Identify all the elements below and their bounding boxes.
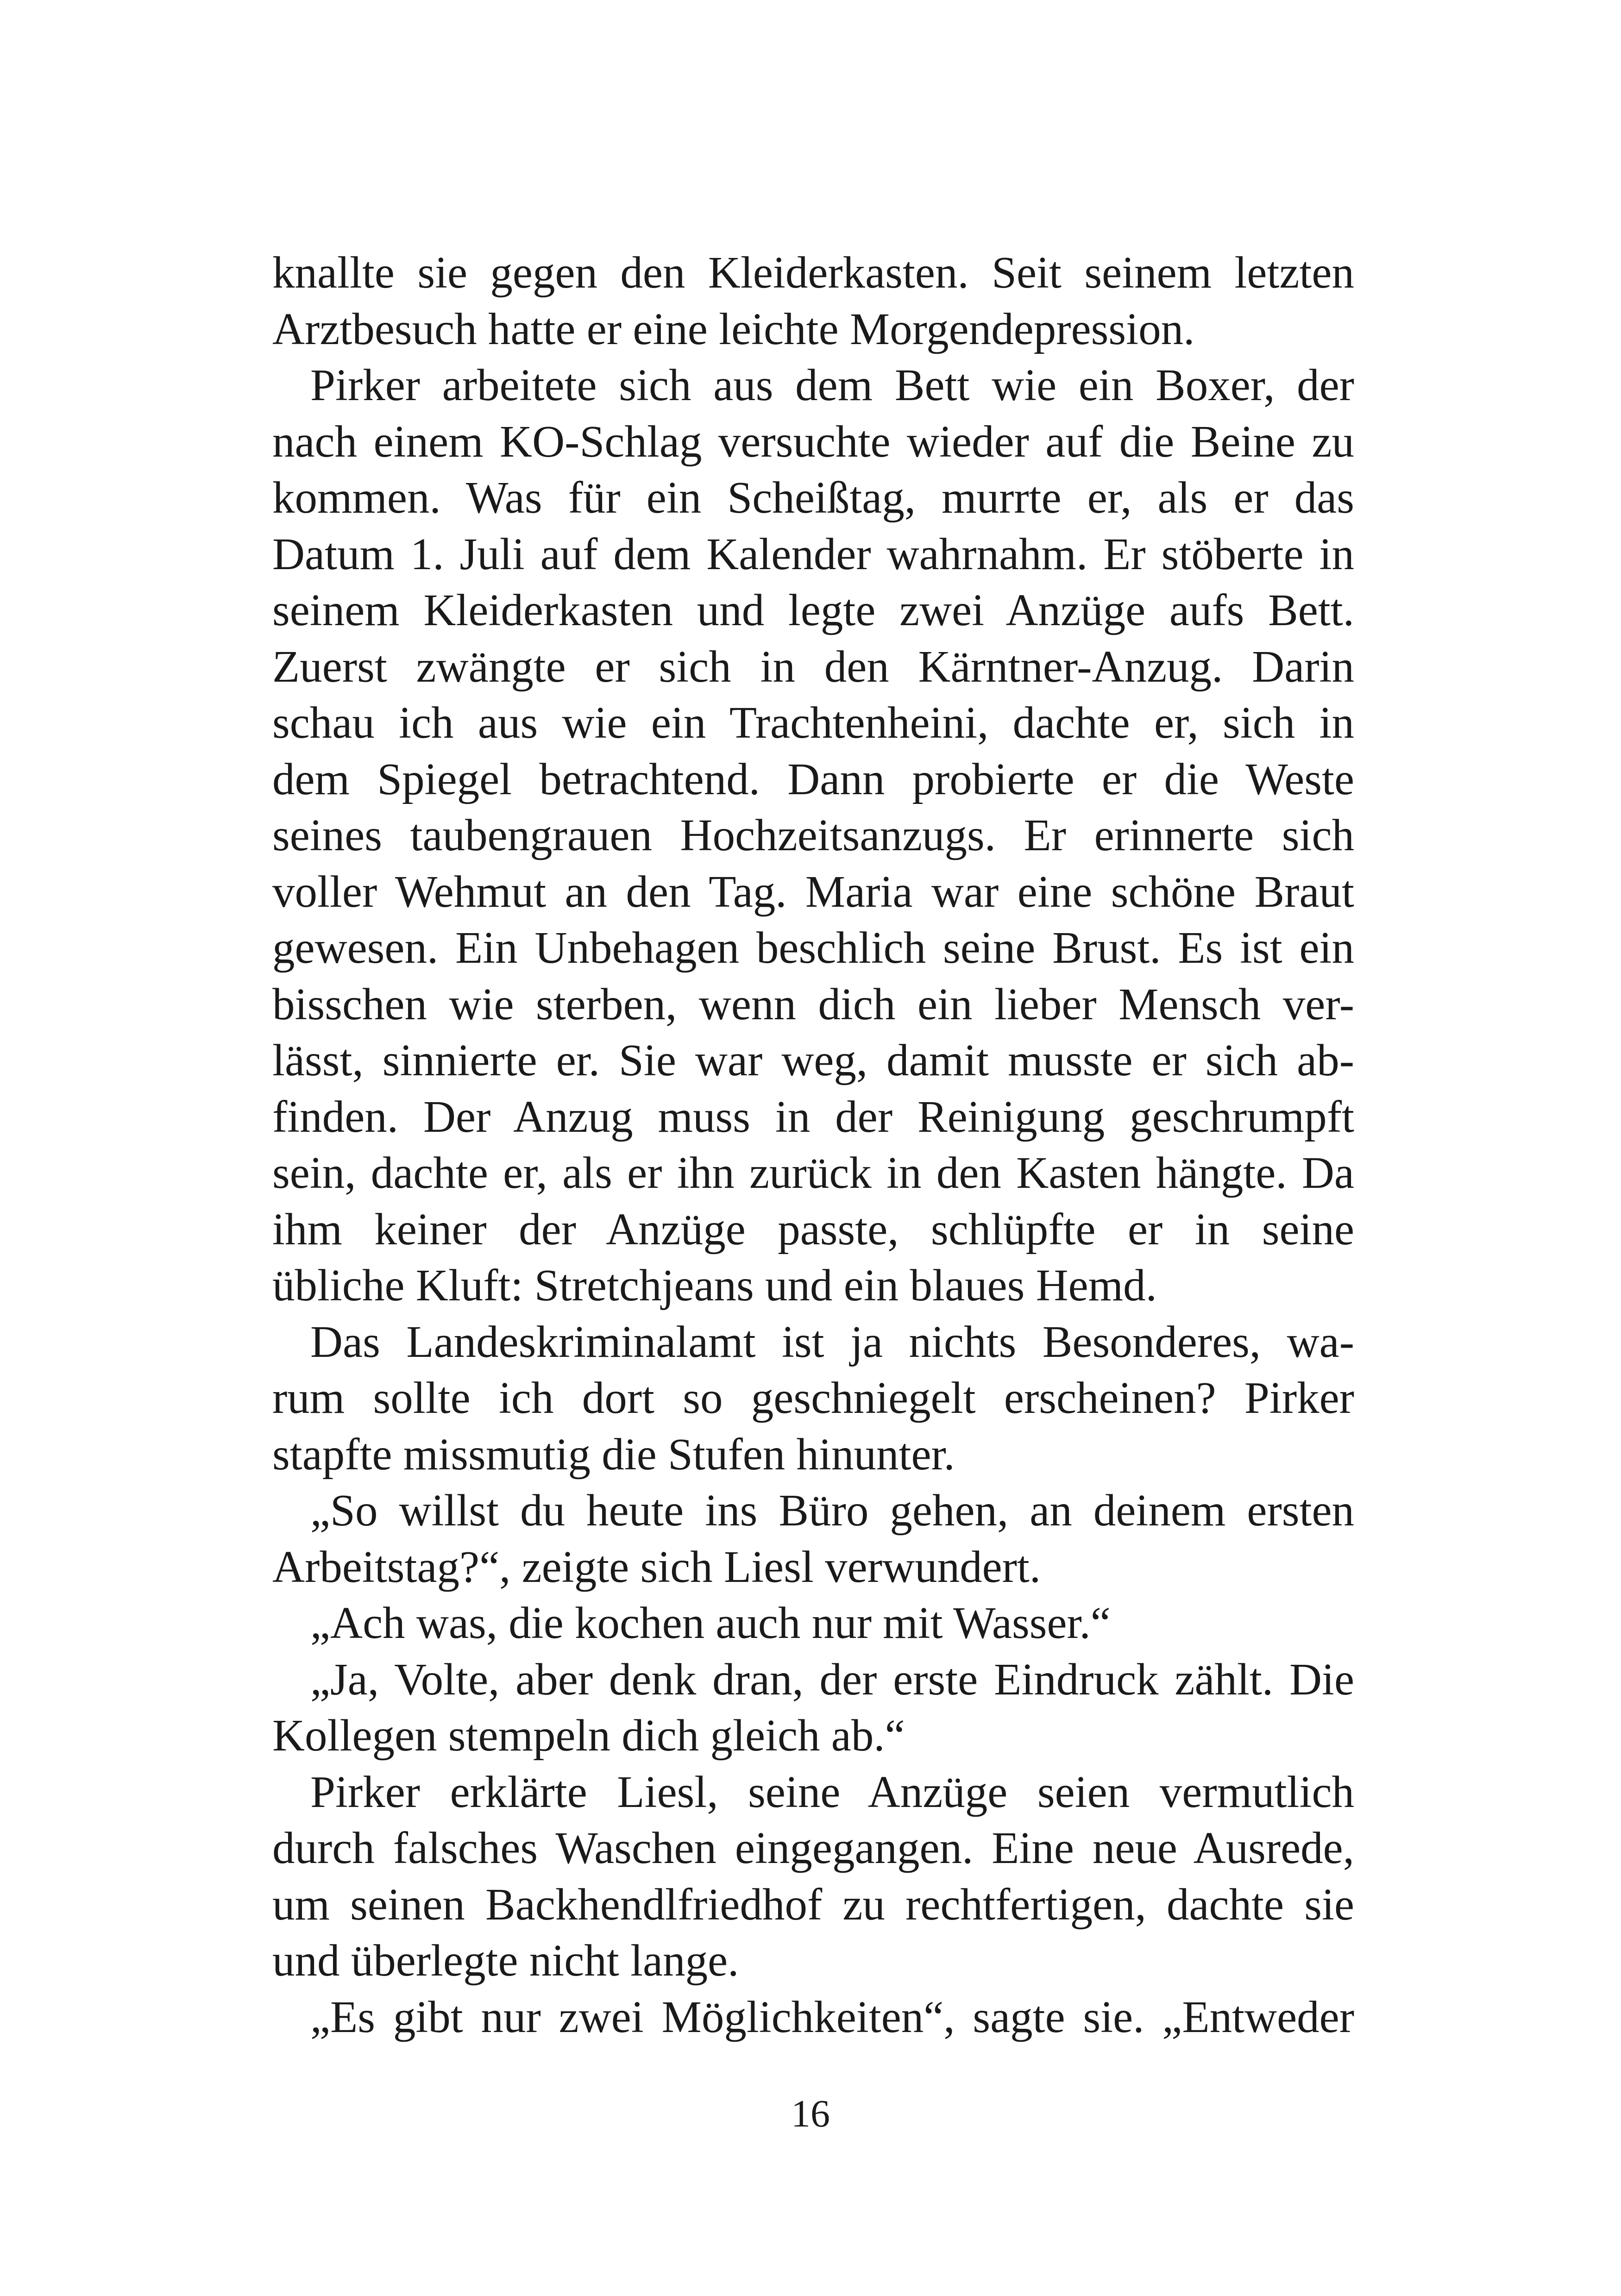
text-line: knallte sie gegen den Kleiderkasten. Seit seinem letzten (272, 248, 1354, 297)
page-number: 16 (791, 2092, 830, 2135)
text-line: bisschen wie sterben, wenn dich ein lieber Mensch ver- (272, 979, 1354, 1029)
text-line: und überlegte nicht lange. (272, 1936, 739, 1985)
text-line: stapfte missmutig die Stufen hinunter. (272, 1429, 955, 1479)
text-line: seinem Kleiderkasten und legte zwei Anzüge aufs Bett. (272, 585, 1354, 635)
text-line: „Ach was, die kochen auch nur mit Wasser.“ (310, 1598, 1111, 1648)
text-line: „Es gibt nur zwei Möglichkeiten“, sagte sie. „Entweder (310, 1992, 1354, 2042)
text-line: Arbeitstag?“, zeigte sich Liesl verwundert. (272, 1542, 1041, 1592)
text-line: übliche Kluft: Stretchjeans und ein blaues Hemd. (272, 1261, 1157, 1310)
text-line: lässt, sinnierte er. Sie war weg, damit musste er sich ab- (272, 1035, 1354, 1085)
text-line: Pirker arbeitete sich aus dem Bett wie ein Boxer, der (310, 360, 1354, 410)
body-text (272, 245, 1354, 2045)
text-line: um seinen Backhendlfriedhof zu rechtfertigen, dachte sie (272, 1879, 1354, 1929)
text-line: voller Wehmut an den Tag. Maria war eine schöne Braut (272, 866, 1354, 916)
text-line: ihm keiner der Anzüge passte, schlüpfte er in seine (272, 1204, 1354, 1254)
text-line: kommen. Was für ein Scheißtag, murrte er, als er das (272, 473, 1354, 522)
text-line: schau ich aus wie ein Trachtenheini, dachte er, sich in (272, 698, 1354, 747)
text-line: nach einem KO-Schlag versuchte wieder auf die Beine zu (272, 416, 1354, 466)
text-line: Datum 1. Juli auf dem Kalender wahrnahm. Er stöberte in (272, 529, 1354, 579)
text-line: Arztbesuch hatte er eine leichte Morgendepression. (272, 304, 1195, 354)
text-line: gewesen. Ein Unbehagen beschlich seine Brust. Es ist ein (272, 923, 1354, 972)
text-line: „So willst du heute ins Büro gehen, an deinem ersten (310, 1486, 1354, 1535)
text-line: „Ja, Volte, aber denk dran, der erste Eindruck zählt. Die (310, 1654, 1354, 1704)
text-line: Das Landeskriminalamt ist ja nichts Besonderes, wa- (310, 1317, 1354, 1367)
text-line: durch falsches Waschen eingegangen. Eine neue Ausrede, (272, 1823, 1354, 1873)
text-line: Pirker erklärte Liesl, seine Anzüge seien vermutlich (310, 1767, 1354, 1817)
text-line: finden. Der Anzug muss in der Reinigung geschrumpft (272, 1092, 1354, 1142)
text-line: sein, dachte er, als er ihn zurück in den Kasten hängte. Da (272, 1148, 1354, 1198)
text-line: rum sollte ich dort so geschniegelt erscheinen? Pirker (272, 1373, 1354, 1423)
text-line: Kollegen stempeln dich gleich ab.“ (272, 1711, 905, 1760)
text-line: dem Spiegel betrachtend. Dann probierte er die Weste (272, 754, 1354, 804)
text-line: seines taubengrauen Hochzeitsanzugs. Er erinnerte sich (272, 810, 1354, 860)
text-line: Zuerst zwängte er sich in den Kärntner-Anzug. Darin (272, 641, 1354, 691)
